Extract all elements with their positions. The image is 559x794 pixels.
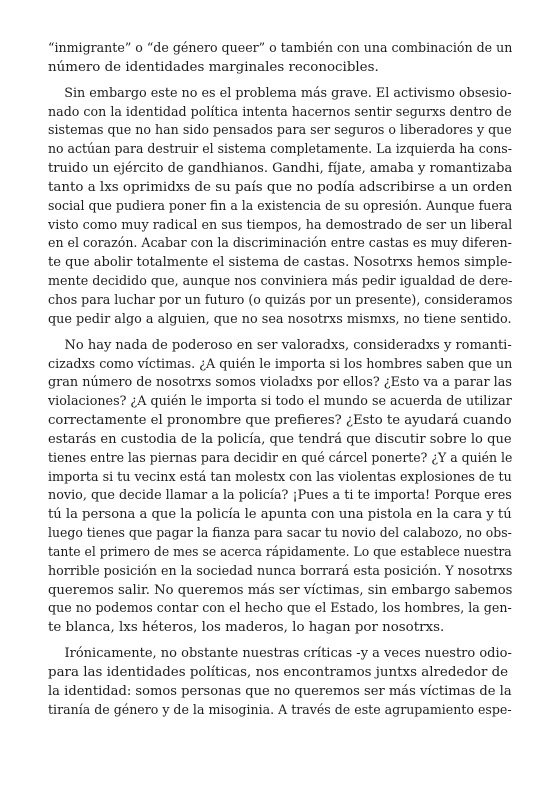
text-line: número de identidades marginales reconocibles. xyxy=(48,59,379,75)
paragraph xyxy=(48,85,512,330)
paragraph xyxy=(48,40,512,78)
paragraph xyxy=(48,645,512,720)
text-line: “inmigrante” o “de género queer” o también con una combinación de un xyxy=(48,41,513,56)
text-line: estarás en custodia de la policía, que tendrá que discutir sobre lo que xyxy=(48,431,512,447)
text-line: para las identidades políticas, nos encontramos juntxs alrededor de xyxy=(48,665,509,680)
body-text xyxy=(48,40,512,721)
text-line: no actúan para destruir el sistema completamente. La izquierda ha cons- xyxy=(48,142,512,158)
text-line: horrible posición en la sociedad nunca borrará esta posición. Y nosotrxs xyxy=(48,563,513,579)
text-line: Irónicamente, no obstante nuestras críticas -y a veces nuestro odio- xyxy=(64,646,512,662)
text-line: gran número de nosotrxs somos violadxs por ellos? ¿Esto va a parar las xyxy=(48,375,512,391)
paragraph-gap xyxy=(48,638,512,645)
text-line: mente decidido que, aunque nos conviniera más pedir igualdad de dere- xyxy=(48,274,513,290)
text-line: chos para luchar por un futuro (o quizás por un presente), consideramos xyxy=(48,292,513,308)
text-line: social que pudiera poner fin a la existencia de su opresión. Aunque fuera xyxy=(48,198,513,214)
text-line: luego tienes que pagar la fianza para sacar tu novio del calabozo, no obs- xyxy=(48,526,512,542)
text-line: la identidad: somos personas que no queremos ser más víctimas de la xyxy=(48,683,512,699)
text-line: que no podemos contar con el hecho que el Estado, los hombres, la gen- xyxy=(48,601,512,617)
text-line: que pedir algo a alguien, que no sea nosotrxs mismxs, no tiene sentido. xyxy=(48,311,512,327)
text-line: sistemas que no han sido pensados para ser seguros o liberadores y que xyxy=(48,123,512,139)
text-line: nado con la identidad política intenta hacernos sentir segurxs dentro de xyxy=(48,104,512,120)
text-line: correctamente el pronombre que prefieres? ¿Esto te ayudará cuando xyxy=(48,413,512,429)
text-line: tú la persona a que la policía le apunta con una pistola en la cara y tú xyxy=(48,507,512,523)
paragraph-gap xyxy=(48,330,512,337)
text-line: tienes entre las piernas para decidir en qué cárcel ponerte? ¿Y a quién le xyxy=(48,450,513,466)
text-line: cizadxs como víctimas. ¿A quién le importa si los hombres saben que un xyxy=(48,356,513,372)
text-line: violaciones? ¿A quién le importa si todo el mundo se acuerda de utilizar xyxy=(48,394,512,410)
text-line: te blanca, lxs héteros, los maderos, lo hagan por nosotrxs. xyxy=(48,620,445,636)
text-line: queremos salir. No queremos más ser víctimas, sin embargo sabemos xyxy=(48,582,513,598)
paragraph-gap xyxy=(48,78,512,85)
text-line: tante el primero de mes se acerca rápidamente. Lo que establece nuestra xyxy=(48,544,512,560)
text-line: truido un ejército de gandhianos. Gandhi, fíjate, amaba y romantizaba xyxy=(48,161,513,177)
text-line: Sin embargo este no es el problema más grave. El activismo obsesio- xyxy=(64,85,512,101)
text-line: te que abolir totalmente el sistema de castas. Nosotrxs hemos simple- xyxy=(48,255,513,271)
text-line: novio, que decide llamar a la policía? ¡Pues a ti te importa! Porque eres xyxy=(48,488,512,504)
text-line: tanto a lxs oprimidxs de su país que no podía adscribirse a un orden xyxy=(48,179,513,195)
text-line: No hay nada de poderoso en ser valoradxs, consideradxs y romanti- xyxy=(64,337,512,353)
text-line: visto como muy radical en sus tiempos, ha demostrado de ser un liberal xyxy=(48,217,513,233)
text-line: tiranía de género y de la misoginia. A través de este agrupamiento espe- xyxy=(48,702,512,718)
paragraph xyxy=(48,337,512,639)
text-line: importa si tu vecinx está tan molestx con las violentas explosiones de tu xyxy=(48,469,512,485)
text-line: en el corazón. Acabar con la discriminación entre castas es muy diferen- xyxy=(48,236,512,252)
